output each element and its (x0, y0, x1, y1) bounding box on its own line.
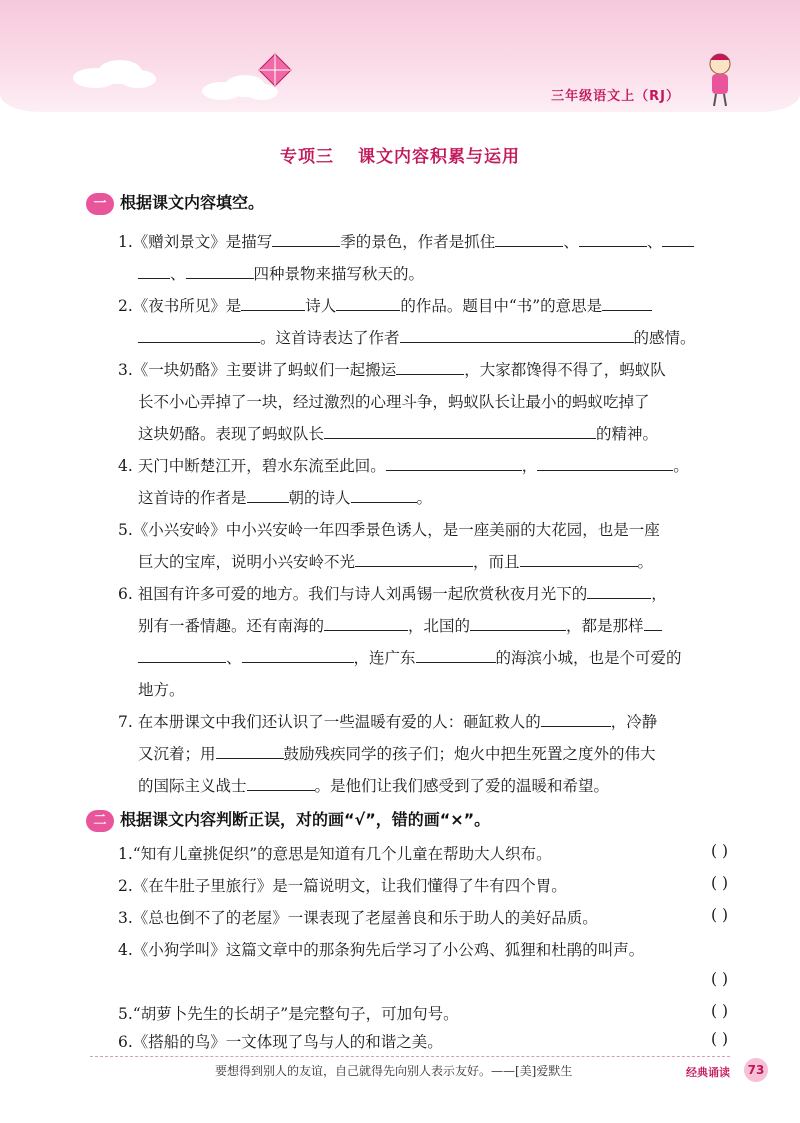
text: ，连广东 (353, 649, 416, 667)
text: ， (521, 457, 538, 475)
s1-line (138, 742, 656, 764)
text: 朝的诗人 (288, 489, 351, 507)
s1-line (138, 390, 650, 412)
text: 这块奶酪。表现了蚂蚁队长 (138, 425, 325, 443)
title-name: 课文内容积累与运用 (358, 147, 520, 167)
section2-heading-text: 根据课文内容判断正误，对的画“√”，错的画“×”。 (120, 810, 491, 829)
s1-line (138, 774, 609, 796)
judge-item (118, 842, 552, 864)
text: 这首诗的作者是 (138, 489, 247, 507)
answer-blank[interactable] (579, 232, 647, 247)
text: ， (651, 585, 667, 603)
answer-blank[interactable] (242, 648, 354, 663)
answer-blank[interactable] (138, 648, 226, 663)
answer-blank[interactable] (541, 712, 611, 727)
answer-blank[interactable] (520, 552, 638, 567)
cloud-icon (70, 60, 160, 90)
text: ，大家都馋得不得了，蚂蚁队 (464, 361, 666, 379)
s1-line (138, 262, 424, 284)
text: 1.“知有儿童挑促织”的意思是知道有几个儿童在帮助大人织布。 (118, 845, 552, 863)
judge-item (118, 1002, 459, 1024)
section1-heading-text: 根据课文内容填空。 (120, 193, 265, 212)
text: 。这首诗表达了作者 (260, 329, 400, 347)
text: ，北国的 (408, 617, 471, 635)
text: 7. 在本册课文中我们还认识了一些温暖有爱的人：砸缸救人的 (118, 713, 541, 731)
answer-blank[interactable] (241, 296, 305, 311)
text: 6.《搭船的鸟》一文体现了鸟与人的和谐之美。 (118, 1033, 443, 1051)
text: 的作品。题目中“书”的意思是 (400, 297, 603, 315)
text: 2.《在牛肚子里旅行》是一篇说明文，让我们懂得了牛有四个胃。 (118, 877, 567, 895)
text: 巨大的宝库，说明小兴安岭不光 (138, 553, 356, 571)
text: 。是他们让我们感受到了爱的温暖和希望。 (314, 777, 610, 795)
answer-parentheses[interactable]: ( ) (710, 1002, 728, 1020)
answer-blank[interactable] (351, 488, 417, 503)
footer-divider (90, 1056, 730, 1057)
judge-item (118, 874, 567, 896)
answer-parentheses[interactable]: ( ) (710, 1030, 728, 1048)
judge-item (118, 1030, 443, 1052)
text: 的感情。 (633, 329, 696, 347)
answer-blank[interactable] (336, 296, 400, 311)
page-header-banner (0, 0, 800, 112)
text: 6. 祖国有许多可爱的地方。我们与诗人刘禹锡一起欣赏秋夜月光下的 (118, 585, 588, 603)
answer-parentheses[interactable]: ( ) (710, 970, 728, 988)
text: 5.《小兴安岭》中小兴安岭一年四季景色诱人，是一座美丽的大花园，也是一座 (118, 521, 660, 539)
s1-line (138, 486, 432, 508)
text: 、 (170, 265, 186, 283)
s1-line (138, 550, 653, 572)
page-title (0, 142, 800, 167)
text: 鼓励残疾同学的孩子们；炮火中把生死置之度外的伟大 (283, 745, 656, 763)
cloud-icon (200, 75, 280, 103)
title-part: 专项三 (280, 147, 334, 167)
text: ，都是那样 (566, 617, 644, 635)
s1-line (118, 454, 689, 476)
text: 5.“胡萝卜先生的长胡子”是完整句子，可加句号。 (118, 1005, 459, 1023)
s1-line (138, 678, 185, 700)
answer-blank[interactable] (495, 232, 563, 247)
s1-line (118, 582, 667, 604)
page-number: 73 (744, 1058, 768, 1082)
s1-line (138, 422, 658, 444)
answer-parentheses[interactable]: ( ) (710, 874, 728, 892)
text: 地方。 (138, 681, 185, 699)
answer-blank[interactable] (247, 488, 289, 503)
answer-blank[interactable] (662, 232, 694, 247)
text: 、 (646, 233, 663, 251)
answer-blank[interactable] (324, 424, 596, 439)
s1-line (118, 230, 694, 252)
text: 的海滨小城，也是个可爱的 (495, 649, 682, 667)
text: 1.《赠刘景文》是描写 (118, 233, 273, 251)
section2-number: 二 (86, 810, 114, 832)
text: 。 (673, 457, 689, 475)
answer-blank[interactable] (602, 296, 652, 311)
section2-heading (93, 807, 491, 832)
text: 的国际主义战士 (138, 777, 247, 795)
text: 、 (226, 649, 242, 667)
answer-blank[interactable] (537, 456, 673, 471)
footer-tag: 经典诵读 (686, 1066, 730, 1079)
answer-blank[interactable] (396, 360, 464, 375)
section1-heading (93, 190, 265, 215)
answer-blank[interactable] (247, 776, 315, 791)
answer-blank[interactable] (386, 456, 522, 471)
text: 四种景物来描写秋天的。 (253, 265, 425, 283)
s1-line (118, 518, 660, 540)
text: 。 (416, 489, 433, 507)
judge-item (118, 906, 598, 928)
text: 4.《小狗学叫》这篇文章中的那条狗先后学习了小公鸡、狐狸和杜鹃的叫声。 (118, 941, 645, 959)
text: 的精神。 (596, 425, 659, 443)
s1-line (138, 646, 682, 668)
s1-line (138, 614, 662, 636)
text: 别有一番情趣。还有南海的 (138, 617, 325, 635)
text: 3.《总也倒不了的老屋》一课表现了老屋善良和乐于助人的美好品质。 (118, 909, 598, 927)
answer-blank[interactable] (400, 328, 634, 343)
judge-item (118, 938, 644, 960)
answer-blank[interactable] (186, 264, 254, 279)
text: 3.《一块奶酪》主要讲了蚂蚁们一起搬运 (118, 361, 397, 379)
text: 2.《夜书所见》是 (118, 297, 242, 315)
child-flying-kite-icon (690, 48, 750, 108)
answer-blank[interactable] (324, 616, 408, 631)
text: 、 (563, 233, 579, 251)
grade-label: 三年级语文上（RJ） (551, 89, 680, 104)
text: 诗人 (305, 297, 337, 315)
footer-quote: 要想得到别人的友谊，自己就得先向别人表示友好。——[美]爱默生 (215, 1064, 573, 1078)
s1-line (118, 294, 652, 316)
answer-blank[interactable] (416, 648, 496, 663)
s1-line (118, 710, 657, 732)
text: 又沉着；用 (138, 745, 216, 763)
answer-parentheses[interactable]: ( ) (710, 842, 728, 860)
answer-parentheses[interactable]: ( ) (710, 906, 728, 924)
answer-blank[interactable] (587, 584, 651, 599)
text: 季的景色，作者是抓住 (340, 233, 496, 251)
answer-blank[interactable] (272, 232, 340, 247)
answer-blank[interactable] (138, 328, 260, 343)
s1-line (138, 326, 696, 348)
section1-number: 一 (86, 193, 114, 215)
answer-blank[interactable] (216, 744, 284, 759)
answer-blank[interactable] (470, 616, 566, 631)
text: 。 (637, 553, 654, 571)
text: 长不小心弄掉了一块，经过激烈的心理斗争，蚂蚁队长让最小的蚂蚁吃掉了 (138, 393, 650, 411)
answer-blank[interactable] (644, 616, 662, 631)
s1-line (118, 358, 666, 380)
answer-blank[interactable] (355, 552, 473, 567)
answer-blank[interactable] (138, 264, 170, 279)
text: ，而且 (473, 553, 520, 571)
text: 4. 天门中断楚江开，碧水东流至此回。 (118, 457, 386, 475)
text: ，冷静 (610, 713, 658, 731)
